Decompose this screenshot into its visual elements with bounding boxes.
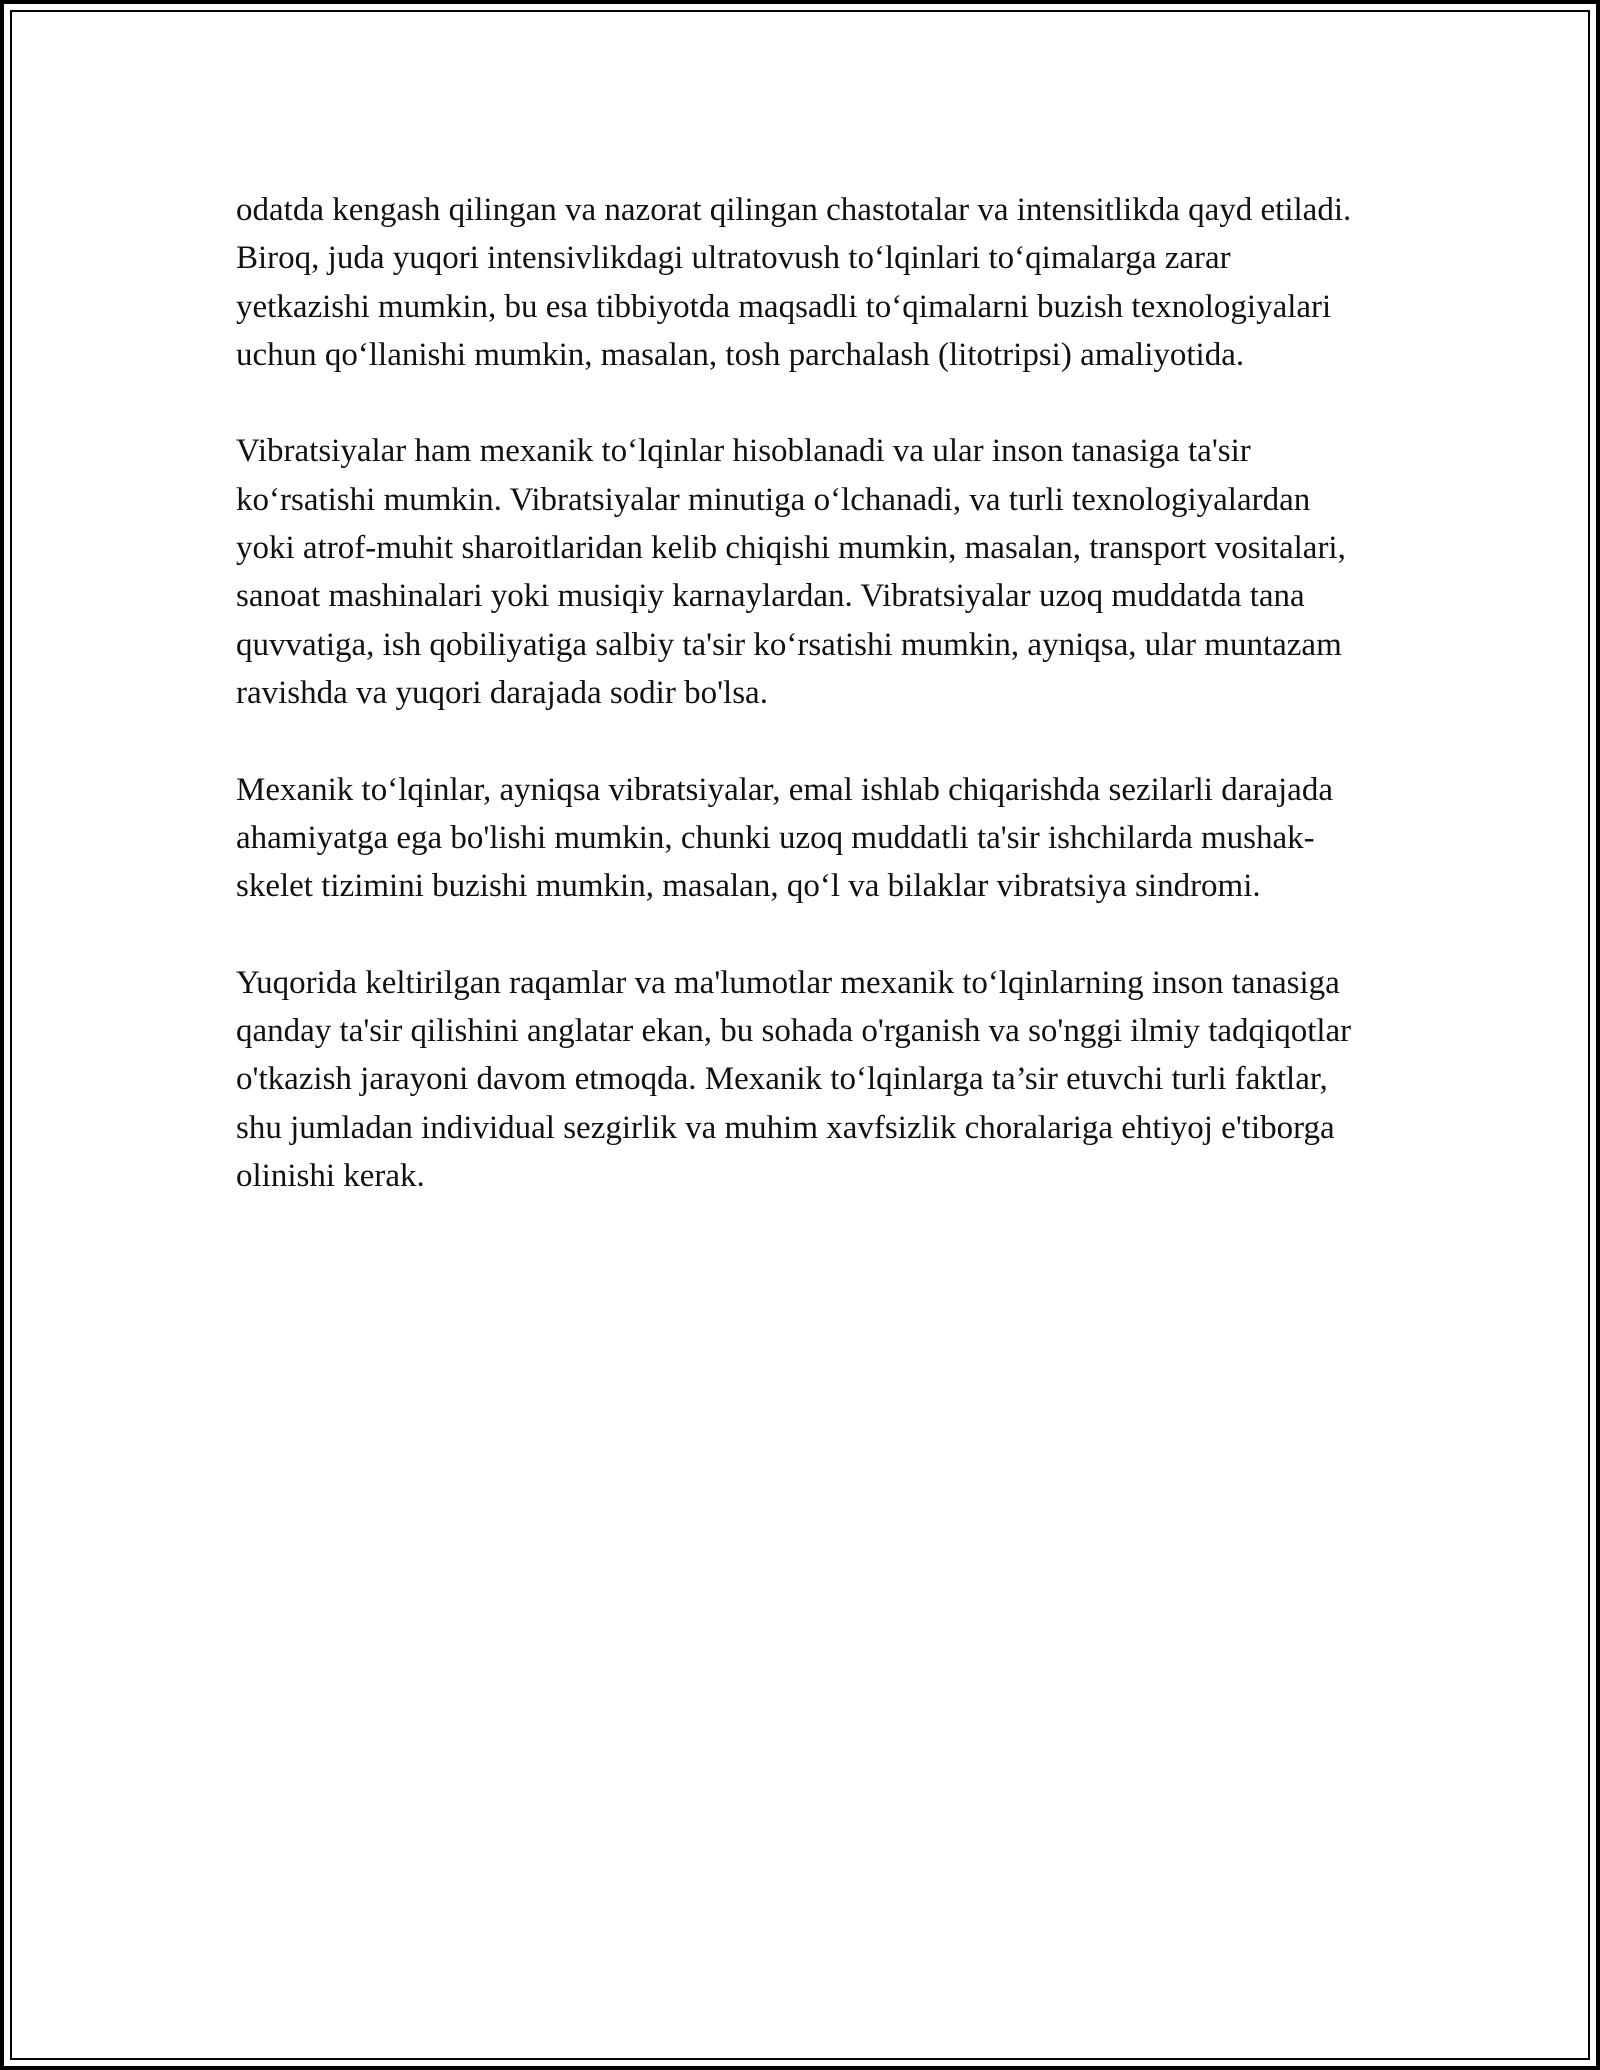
paragraph-ultrasound: odatda kengash qilingan va nazorat qilingan chastotalar va intensitlikda qayd etiladi. Biroq, juda yuqori intensivlikdagi ultratovush to‘lqinlari to‘qimalarga zarar yetkazishi mumkin, bu esa tibbiyotda maqsadli to‘qimalarni buzish texnologiyalari uchun qo‘llanishi mumkin, masalan, tosh parchalash (litotripsi) amaliyotida. [236,192,1352,373]
paragraph-vibrations: Vibratsiyalar ham mexanik to‘lqinlar hisoblanadi va ular inson tanasiga ta'sir ko‘rsatishi mumkin. Vibratsiyalar minutiga o‘lchanadi, va turli texnologiyalardan yoki atrof-muhit sharoitlaridan kelib chiqishi mumkin, masalan, transport vositalari, sanoat mashinalari yoki musiqiy karnaylardan. Vibratsiyalar uzoq muddatda tana quvvatiga, ish qobiliyatiga salbiy ta'sir ko‘rsatishi mumkin, ayniqsa, ular muntazam ravishda va yuqori darajada sodir bo'lsa. [236,433,1346,711]
document-body [236,186,1371,1200]
paragraph-conclusion: Yuqorida keltirilgan raqamlar va ma'lumotlar mexanik to‘lqinlarning inson tanasiga qanday ta'sir qilishini anglatar ekan, bu sohada o'rganish va so'nggi ilmiy tadqiqotlar o'tkazish jarayoni davom etmoqda. Mexanik to‘lqinlarga ta’sir etuvchi turli faktlar, shu jumladan individual sezgirlik va muhim xavfsizlik choralariga ehtiyoj e'tiborga olinishi kerak. [236,964,1352,1194]
paragraph-occupational-effects: Mexanik to‘lqinlar, ayniqsa vibratsiyalar, emal ishlab chiqarishda sezilarli darajada ahamiyatga ega bo'lishi mumkin, chunki uzoq muddatli ta'sir ishchilarda mushak-skelet tizimini buzishi mumkin, masalan, qo‘l va bilaklar vibratsiya sindromi. [236,771,1333,905]
